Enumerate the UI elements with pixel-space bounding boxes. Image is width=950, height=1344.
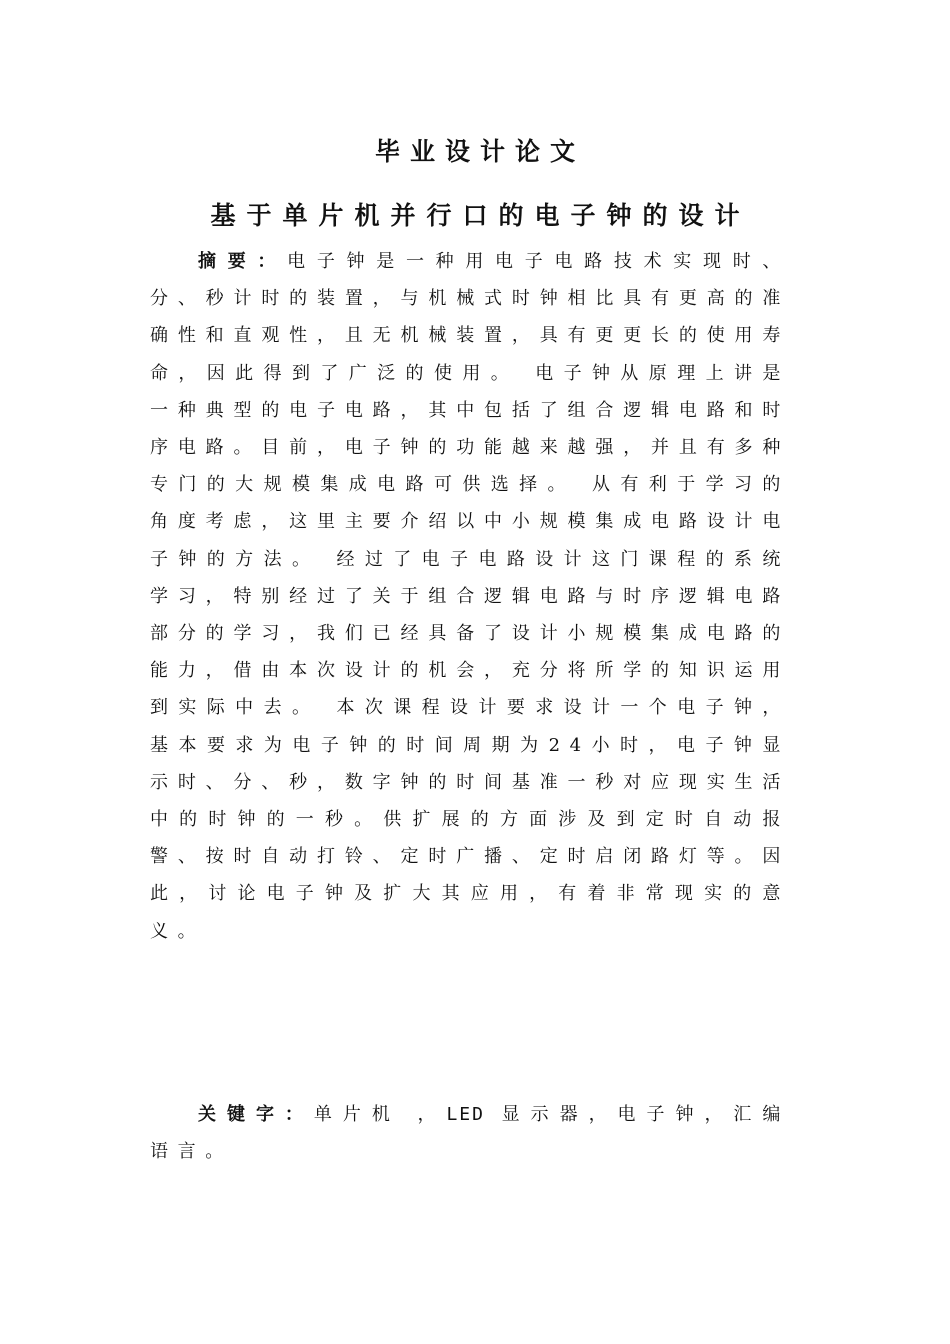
keywords-led: LED <box>446 1104 485 1125</box>
abstract-paragraph <box>150 243 790 950</box>
keywords-text-part2: 显示器，电子钟，汇编语言。 <box>150 1104 790 1163</box>
keywords-text-part1: 单片机 ， <box>313 1104 447 1125</box>
document-title: 毕业设计论文 <box>374 137 585 166</box>
keywords-paragraph <box>150 1096 790 1170</box>
keywords-label: 关键字： <box>198 1104 314 1125</box>
abstract-text: 电子钟是一种用电子电路技术实现时、分、秒计时的装置，与机械式时钟相比具有更高的准确性和直观性，且无机械装置，具有更更长的使用寿命，因此得到了广泛的使用。 电子钟从原理上讲是一种典型的电子电路，其中包括了组合逻辑电路和时序电路。目前，电子钟的功能越来越强，并且有多种专门的大规模集成电路可供选择。 从有利于学习的角度考虑，这里主要介绍以中小规模集成电路设计电子钟的方法。 经过了电子电路设计这门课程的系统学习，特别经过了关于组合逻辑电路与时序逻辑电路部分的学习，我们已经具备了设计小规模集成电路的能力，借由本次设计的机会，充分将所学的知识运用到实际中去。 本次课程设计要求设计一个电子钟，基本要求为电子钟的时间周期为24小时，电子钟显示时、分、秒，数字钟的时间基准一秒对应现实生活中的时钟的一秒。供扩展的方面涉及到定时自动报警、按时自动打铃、定时广播、定时启闭路灯等。因此，讨论电子钟及扩大其应用，有着非常现实的意义。 <box>150 251 790 942</box>
document-subtitle: 基于单片机并行口的电子钟的设计 <box>210 201 751 230</box>
abstract-label: 摘要： <box>198 251 288 272</box>
